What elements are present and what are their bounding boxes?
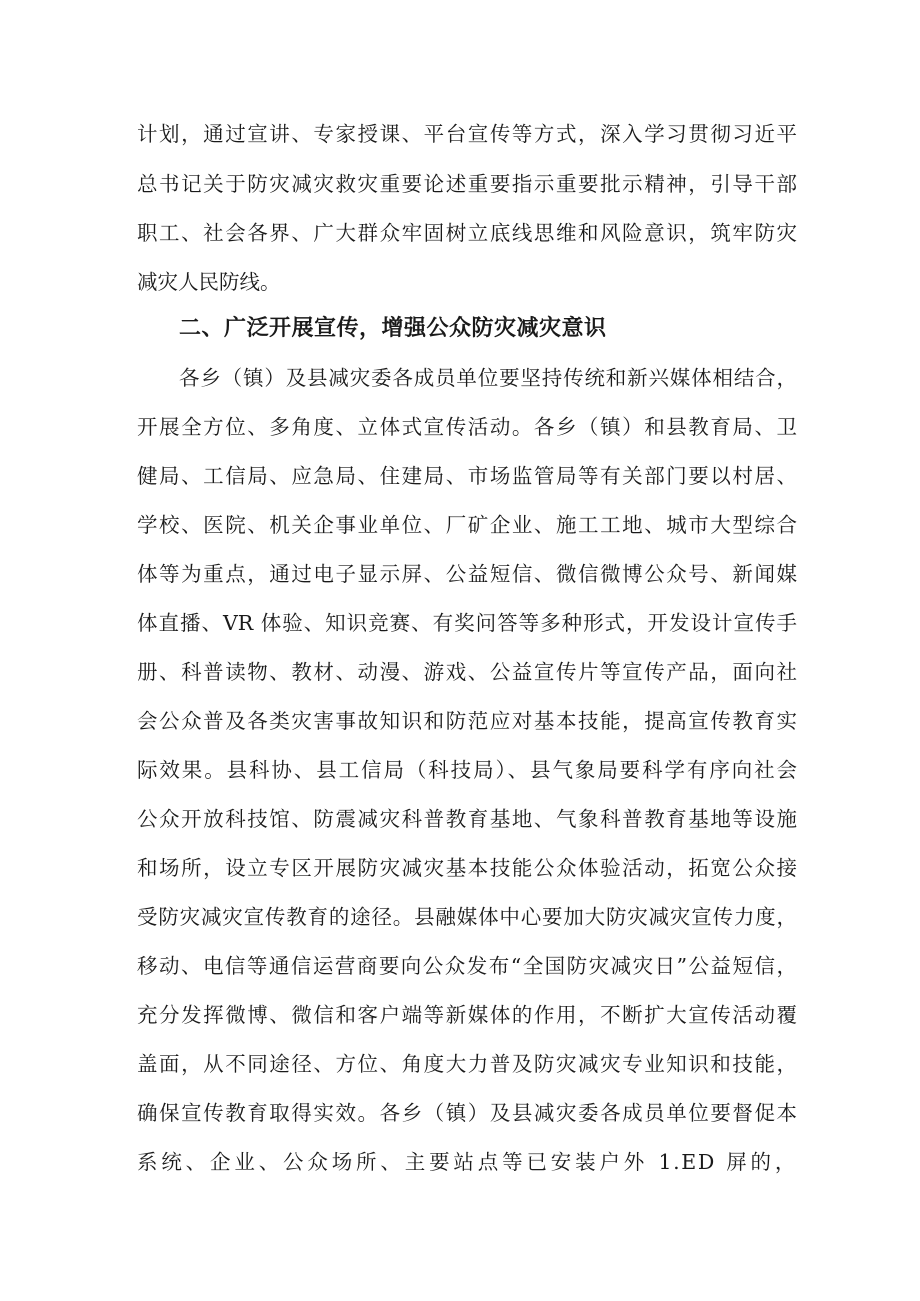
text-line: 会公众普及各类灾害事故知识和防范应对基本技能，提高宣传教育实 [137,709,797,733]
text-line: 确保宣传教育取得实效。各乡（镇）及县减灾委各成员单位要督促本 [137,1101,797,1125]
text-line: 开展全方位、多角度、立体式宣传活动。各乡（镇）和县教育局、卫 [137,415,797,439]
section-heading: 二、广泛开展宣传，增强公众防灾减灾意识 [179,316,607,341]
text-line: 受防灾减灾宣传教育的途径。县融媒体中心要加大防灾减灾宣传力度， [137,905,797,929]
text-line: 和场所，设立专区开展防灾减灾基本技能公众体验活动，拓宽公众接 [137,856,797,880]
text-line: 册、科普读物、教材、动漫、游戏、公益宣传片等宣传产品，面向社 [137,660,797,684]
text-line: 体直播、VR 体验、知识竞赛、有奖问答等多种形式，开发设计宣传手 [137,611,797,635]
text-line: 系统、企业、公众场所、主要站点等已安装户外 1.ED 屏的， [137,1150,797,1174]
text-line: 充分发挥微博、微信和客户端等新媒体的作用，不断扩大宣传活动覆 [137,1003,797,1027]
text-line: 盖面，从不同途径、方位、角度大力普及防灾减灾专业知识和技能， [137,1052,797,1076]
text-line: 总书记关于防灾减灾救灾重要论述重要指示重要批示精神，引导干部 [137,172,797,196]
text-line: 学校、医院、机关企事业单位、厂矿企业、施工工地、城市大型综合 [137,513,797,537]
text-line: 减灾人民防线。 [137,270,281,294]
text-line: 公众开放科技馆、防震减灾科普教育基地、气象科普教育基地等设施 [137,807,797,831]
text-line: 健局、工信局、应急局、住建局、市场监管局等有关部门要以村居、 [137,464,797,488]
text-line: 体等为重点，通过电子显示屏、公益短信、微信微博公众号、新闻媒 [137,562,797,586]
paragraph-first-line: 各乡（镇）及县减灾委各成员单位要坚持传统和新兴媒体相结合， [179,366,797,390]
text-line: 计划，通过宣讲、专家授课、平台宣传等方式，深入学习贯彻习近平 [137,122,797,146]
text-line: 际效果。县科协、县工信局（科技局）、县气象局要科学有序向社会 [137,758,797,782]
text-line: 职工、社会各界、广大群众牢固树立底线思维和风险意识，筑牢防灾 [137,221,797,245]
text-line: 移动、电信等通信运营商要向公众发布“全国防灾减灾日”公益短信， [137,954,797,978]
